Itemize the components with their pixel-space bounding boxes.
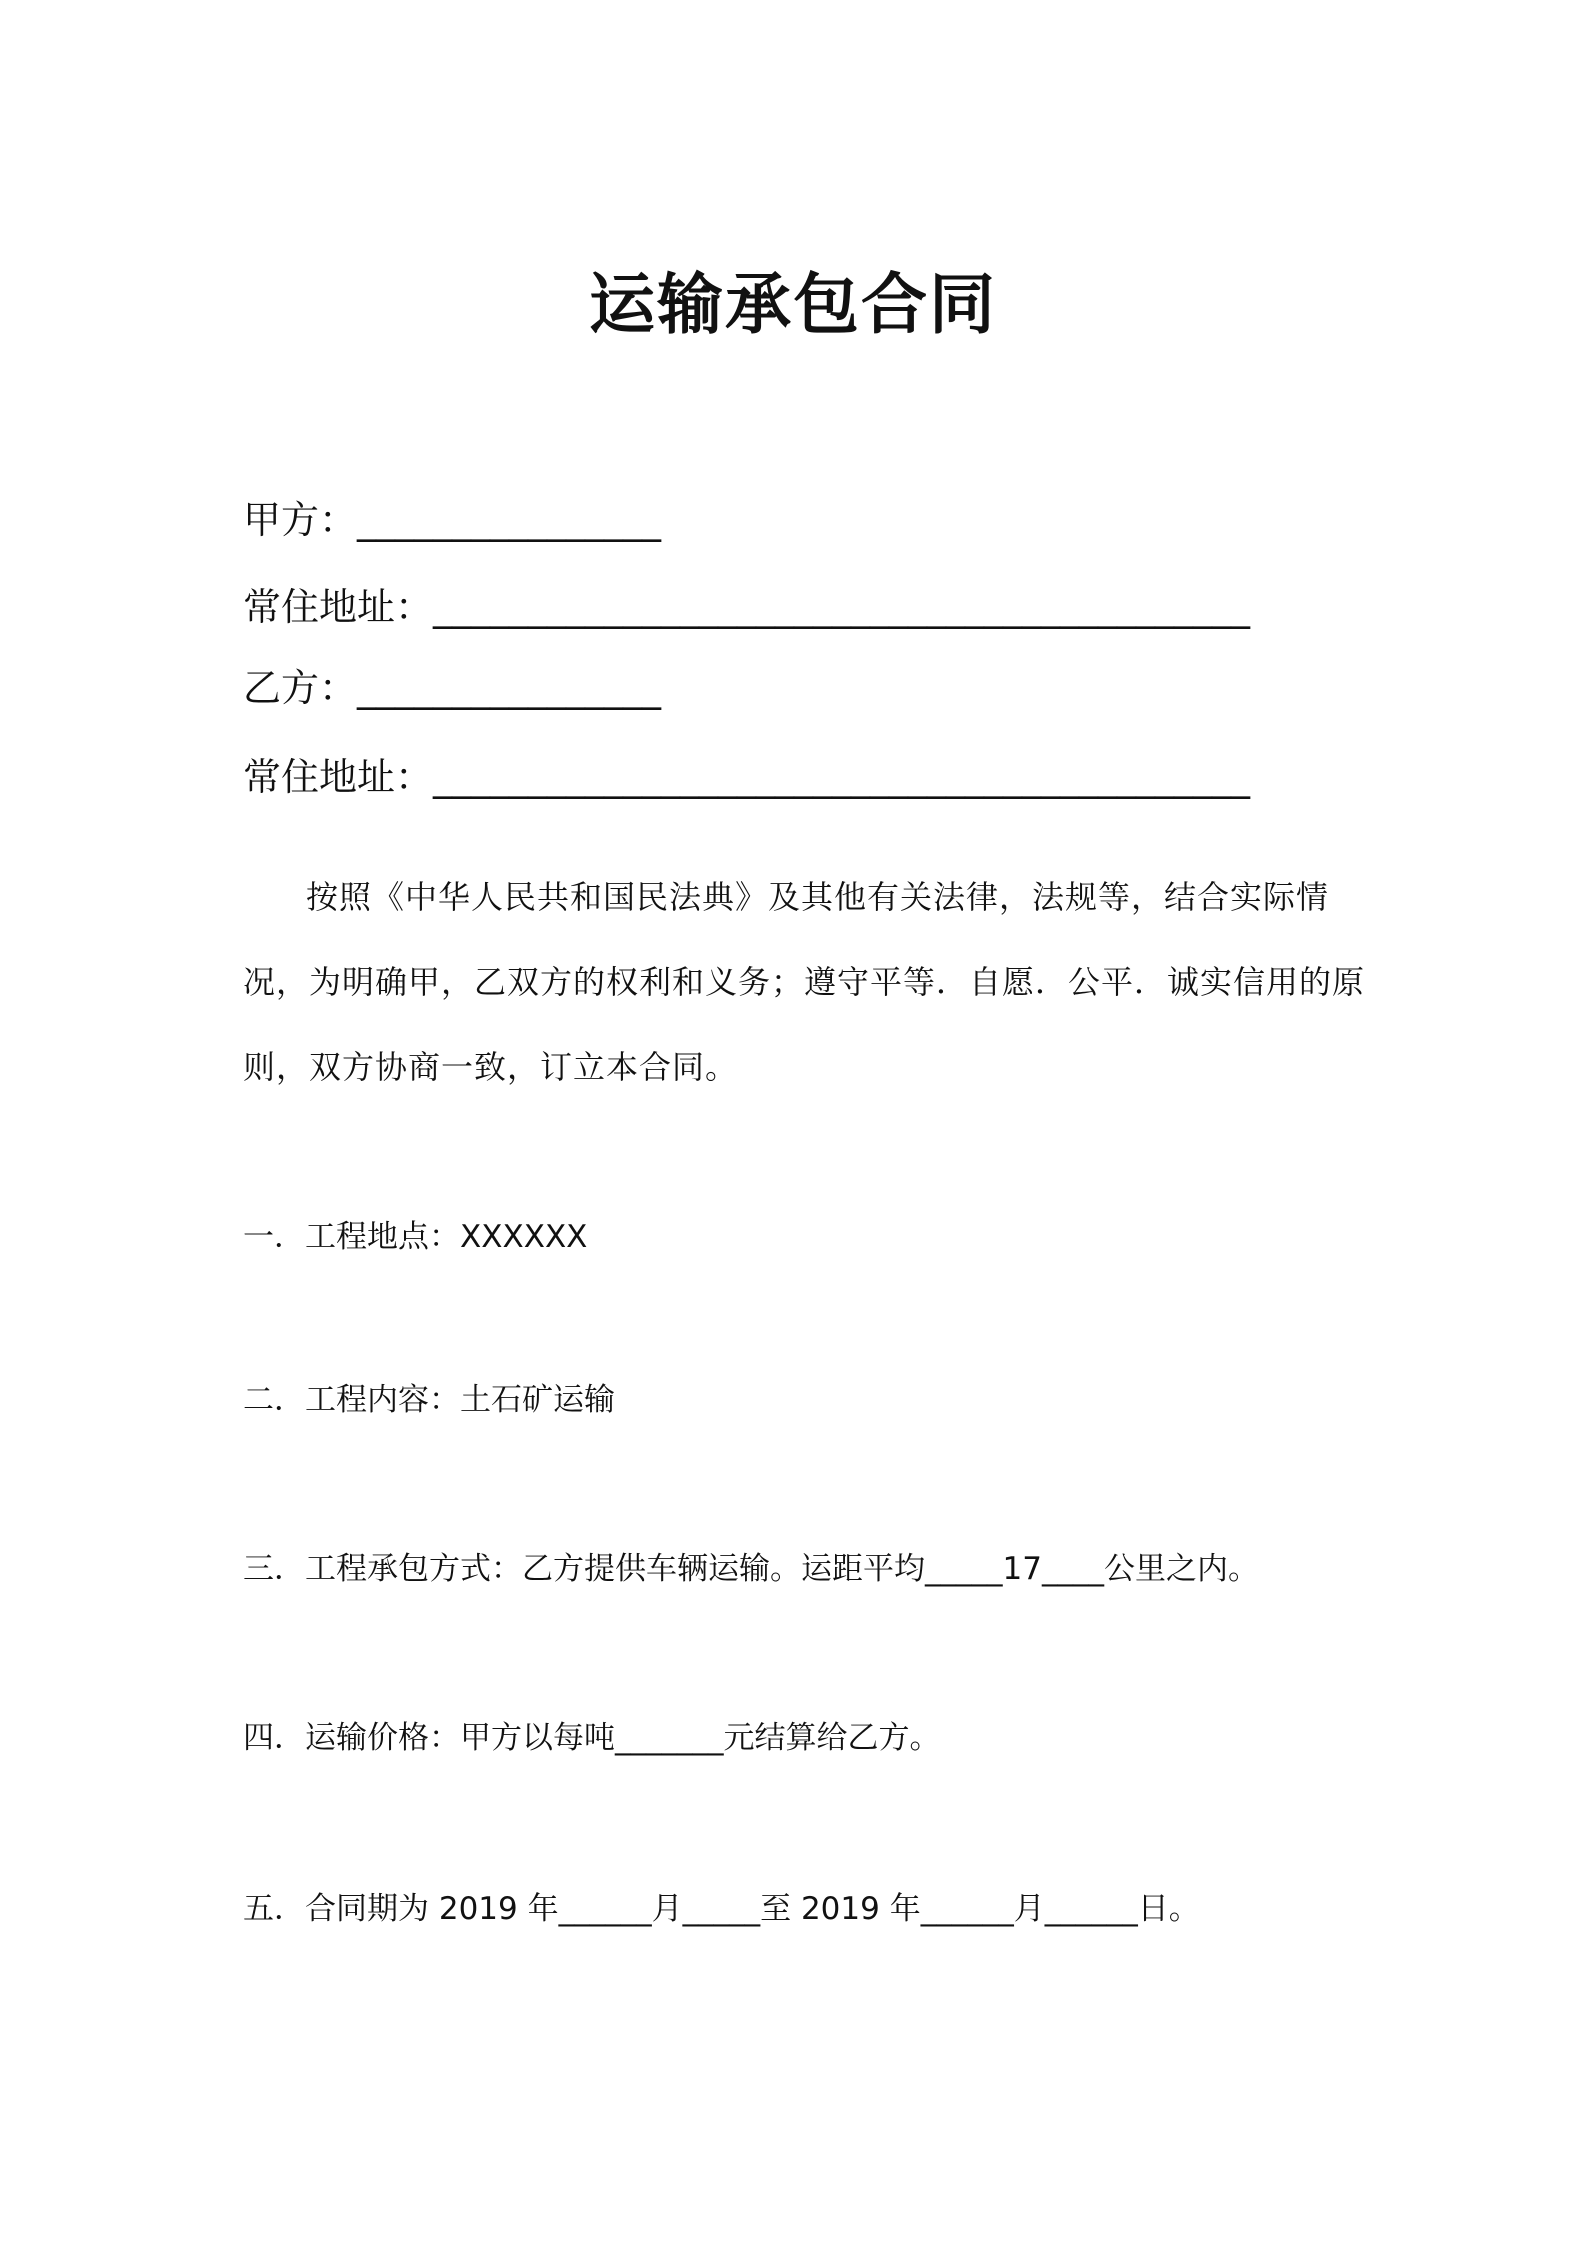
party-a-line: 甲方：________________ — [243, 498, 662, 542]
document-title: 运输承包合同 — [589, 266, 997, 343]
preamble-line-2: 况，为明确甲，乙双方的权利和义务；遵守平等．自愿．公平．诚实信用的原 — [243, 963, 1366, 1001]
party-b-address-line: 常住地址：___________________________________________ — [243, 755, 1251, 799]
preamble-line-3: 则，双方协商一致，订立本合同。 — [243, 1048, 739, 1086]
party-a-address-line: 常住地址：___________________________________________ — [243, 585, 1251, 629]
section-1-location: 一．工程地点：XXXXXX — [243, 1219, 588, 1255]
section-5-period: 五．合同期为 2019 年______月_____至 2019 年______月______日。 — [243, 1891, 1200, 1927]
section-3-method: 三．工程承包方式：乙方提供车辆运输。运距平均_____17____公里之内。 — [243, 1551, 1259, 1587]
party-b-line: 乙方：________________ — [243, 666, 662, 710]
section-2-content: 二．工程内容：土石矿运输 — [243, 1382, 615, 1418]
preamble-line-1: 按照《中华人民共和国民法典》及其他有关法律，法规等，结合实际情 — [306, 878, 1330, 916]
section-4-price: 四．运输价格：甲方以每吨_______元结算给乙方。 — [243, 1720, 941, 1756]
